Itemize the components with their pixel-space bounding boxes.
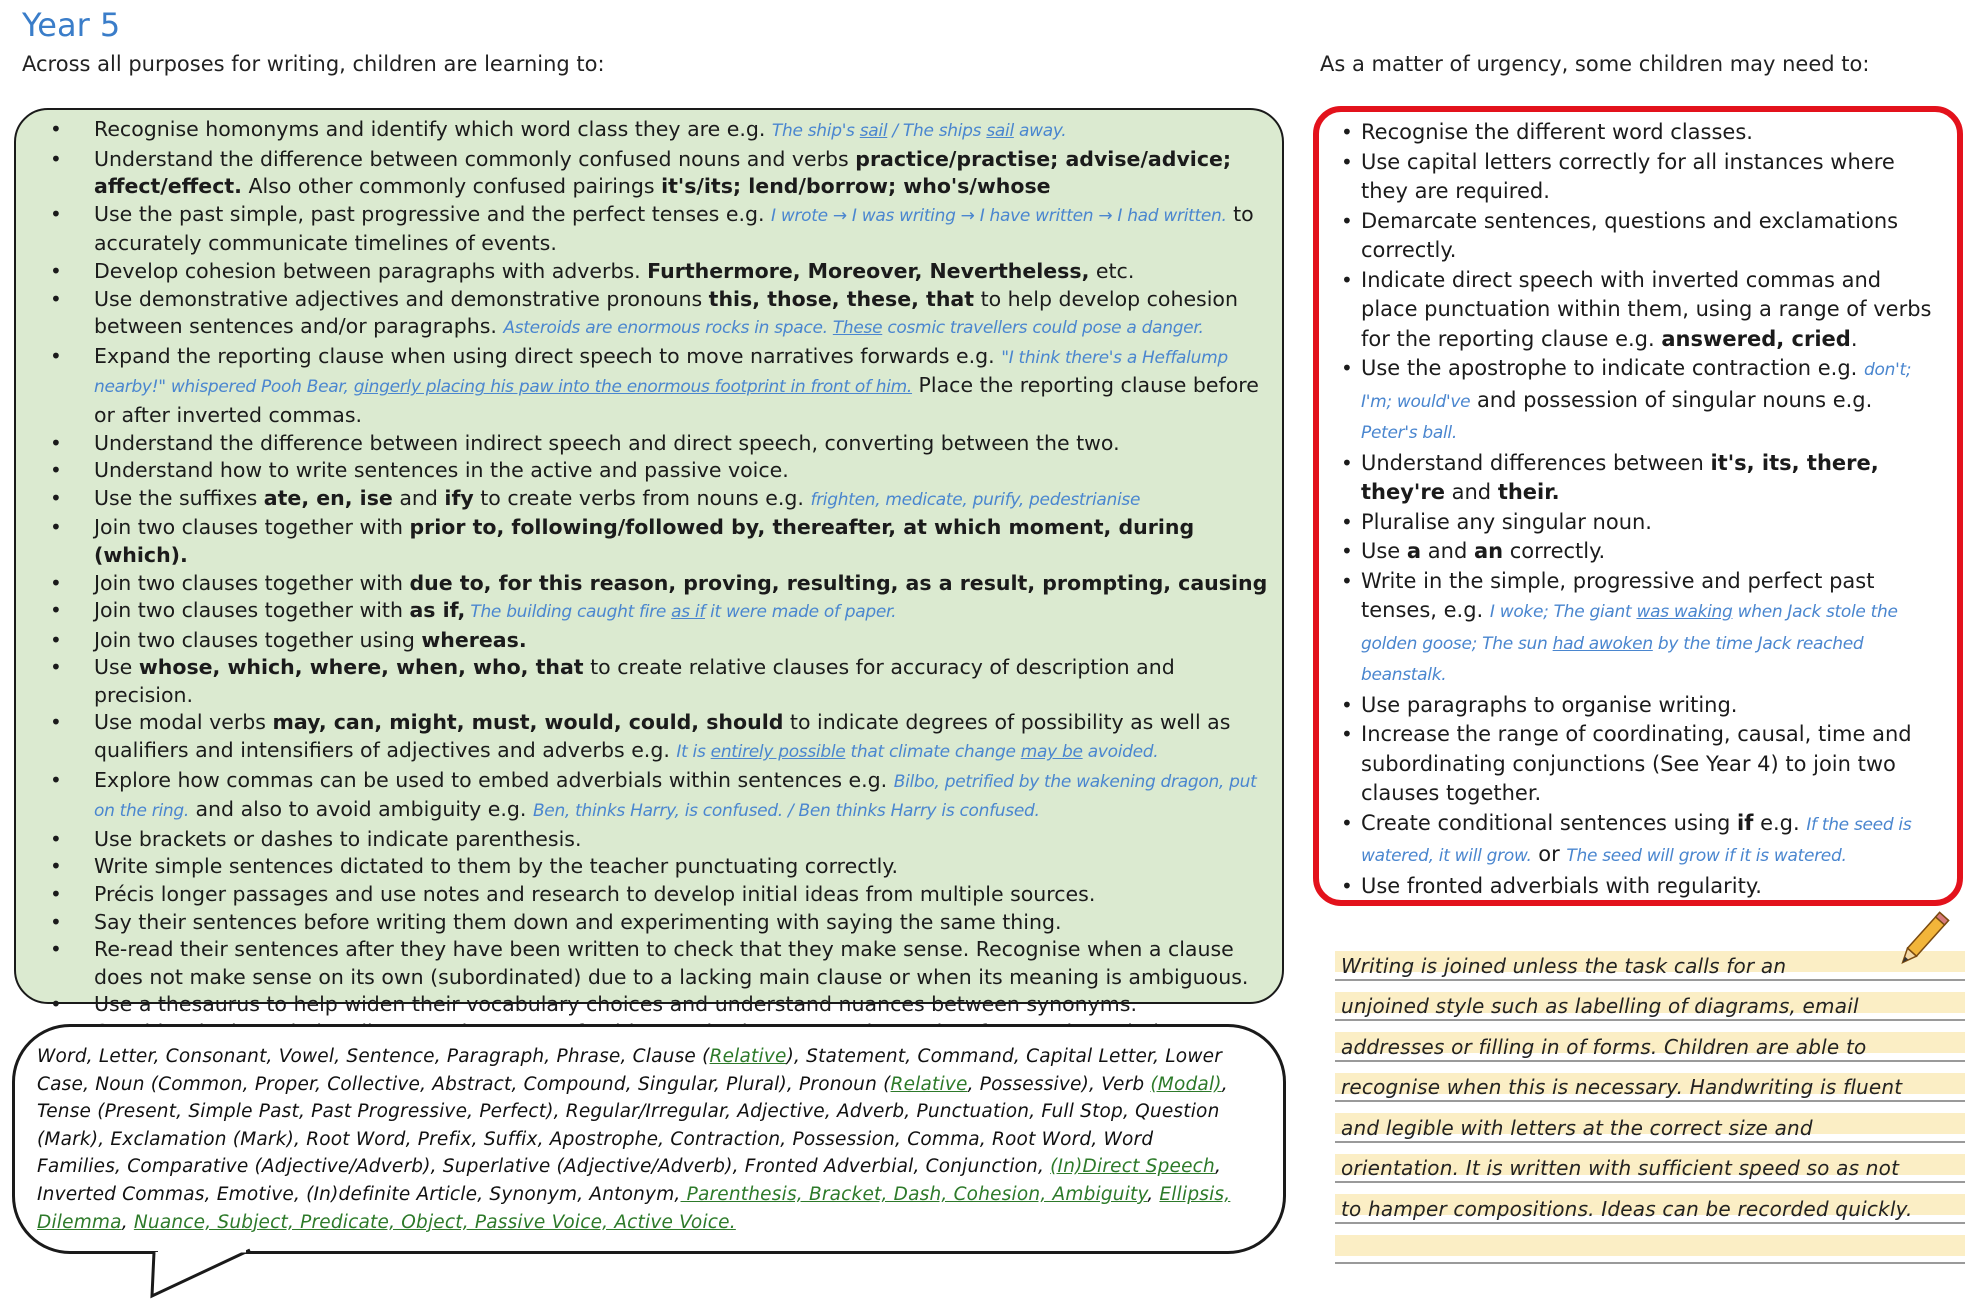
handwriting-text: recognise when this is necessary. Handwriting is fluent (1341, 1075, 1903, 1099)
text-segment: Say their sentences before writing them down and experimenting with saying the same thing. (94, 909, 1062, 934)
handwritten-example: I wrote → I was writing → I have written → I had written. (771, 205, 1227, 226)
handwritten-example: entirely possible (710, 742, 846, 763)
text-segment: Use demonstrative adjectives and demonstrative pronouns (94, 286, 709, 311)
list-item (38, 201, 1272, 258)
text-segment: Use (94, 655, 139, 680)
text-segment: Develop cohesion between paragraphs with adverbs. (94, 258, 648, 283)
text-segment: Understand differences between (1361, 450, 1711, 475)
text-segment: Write in the simple, progressive and perfect past tenses, e.g. (1361, 568, 1875, 622)
list-item (1333, 118, 1933, 148)
handwritten-example: that climate change (845, 742, 1021, 763)
urgent-needs-list (1333, 118, 1933, 901)
list-item (1333, 148, 1933, 207)
list-item (1333, 508, 1933, 538)
learning-objectives-list (38, 116, 1272, 1047)
list-item (1333, 266, 1933, 355)
text-segment: Increase the range of coordinating, causal, time and subordinating conjunctions (See Year 4) to join two clauses together. (1361, 722, 1912, 805)
handwriting-line (1335, 981, 1965, 1022)
handwriting-text: orientation. It is written with sufficient speed so as not (1341, 1156, 1900, 1180)
list-item (38, 258, 1272, 286)
handwriting-line (1335, 940, 1965, 981)
handwriting-lined-paper (1335, 940, 1965, 1260)
handwritten-example: Bilbo, petrified by the wakening dragon, put on the ring. (94, 771, 1257, 822)
text-segment: Use the apostrophe to indicate contraction e.g. (1361, 356, 1864, 380)
list-item (38, 597, 1272, 627)
new-vocabulary-term: Parenthesis, Bracket, Dash, Cohesion, Ambiguity (680, 1183, 1148, 1205)
list-item (38, 767, 1272, 826)
handwritten-example: when Jack stole the golden goose; The sun (1361, 602, 1898, 654)
text-segment: to create verbs from nouns e.g. (473, 485, 811, 510)
text-segment: Demarcate sentences, questions and exclamations correctly. (1361, 208, 1899, 262)
pencil-icon (1892, 906, 1952, 976)
text-segment: Understand the difference between indirect speech and direct speech, converting between the two. (94, 430, 1120, 455)
text-segment: , Tense (Present, Simple Past, Past Progressive, Perfect), Regular/Irregular, Adjective, Adverb, Punctuation, Full Stop, Question (Mark), Exclamation (Mark), Root Word, Prefix, Suffix, Apostrophe, Contraction, Possession, Comma, Root Word, Word Families, Comparative (Adjective/Adverb), Superlative (Adjective/Adverb), Fronted Adverbial, Conjunction, (37, 1073, 1228, 1178)
list-item (38, 991, 1272, 1019)
bold-term: practice/practise; advise/advice; affect/effect. (94, 146, 1232, 199)
text-segment: Indicate direct speech with inverted commas and place punctuation within them, using a range of verbs for the reporting clause e.g. (1361, 267, 1932, 351)
bold-term: it's/its; lend/borrow; who's/whose (661, 174, 1051, 199)
text-segment: Use a thesaurus to help widen their vocabulary choices and understand nuances between synonyms. (94, 992, 1137, 1017)
bold-term: if (1737, 810, 1754, 835)
handwritten-example: had awoken (1552, 633, 1653, 654)
handwritten-example: it were made of paper. (705, 602, 897, 623)
handwritten-example: frighten, medicate, purify, pedestrianise (810, 489, 1141, 510)
handwriting-line (1335, 1062, 1965, 1103)
text-segment: Word, Letter, Consonant, Vowel, Sentence, Paragraph, Phrase, Clause ( (37, 1046, 710, 1067)
handwriting-text: addresses or filling in of forms. Children are able to (1341, 1034, 1867, 1059)
handwriting-line (1335, 1224, 1965, 1265)
list-item (1333, 872, 1933, 902)
handwriting-line (1335, 1021, 1965, 1062)
bold-term: it's, its, there, they're (1361, 450, 1879, 504)
handwritten-example: avoided. (1082, 742, 1159, 763)
text-segment: Use capital letters correctly for all instances where they are required. (1361, 149, 1895, 203)
bold-term: ify (444, 485, 474, 510)
list-item (38, 286, 1272, 343)
text-segment: Explore how commas can be used to embed adverbials within sentences e.g. (94, 767, 894, 792)
list-item (38, 146, 1272, 201)
handwritten-example: as if (671, 602, 706, 623)
handwriting-line (1335, 1102, 1965, 1143)
list-item (38, 430, 1272, 458)
new-vocabulary-term: (Modal) (1150, 1073, 1222, 1095)
text-segment: Join two clauses together with (94, 598, 410, 623)
bold-term: whereas. (421, 627, 527, 652)
text-segment: Use modal verbs (94, 710, 273, 735)
list-item (38, 709, 1272, 766)
right-subheading: As a matter of urgency, some children may need to: (1320, 52, 1870, 76)
vocabulary-text (37, 1043, 1243, 1236)
list-item (38, 514, 1272, 569)
bold-term: answered, cried (1661, 326, 1851, 351)
handwritten-example: / The ships (887, 121, 987, 141)
text-segment: Join two clauses together using (94, 627, 422, 652)
text-segment: ), Statement, Command, Capital Letter, Lower Case, Noun (Common, Proper, Collective, Abstract, Compound, Singular, Plural), Pronoun ( (37, 1046, 1223, 1095)
bold-term: their. (1497, 480, 1560, 504)
text-segment: Understand how to write sentences in the active and passive voice. (94, 458, 789, 483)
text-segment: , Possessive), Verb (967, 1073, 1151, 1095)
text-segment: . (1850, 326, 1858, 351)
text-segment: and (1421, 539, 1474, 563)
list-item (1333, 809, 1933, 872)
list-item (38, 343, 1272, 430)
handwritten-example: away. (1013, 121, 1067, 141)
text-segment: or (1531, 842, 1567, 866)
bold-term: an (1473, 539, 1504, 563)
bold-term: this, those, these, that (708, 286, 975, 311)
handwritten-example: If the seed is watered, it will grow. (1361, 814, 1912, 866)
text-segment: Join two clauses together with (94, 570, 410, 595)
handwriting-text: and legible with letters at the correct size and (1341, 1115, 1813, 1140)
left-subheading: Across all purposes for writing, children are learning to: (22, 52, 605, 76)
text-segment: Place the reporting clause before or after inverted commas. (94, 373, 1259, 427)
speech-bubble-tail (150, 1248, 290, 1300)
bold-term: a (1406, 539, 1422, 563)
text-segment: and (1444, 480, 1498, 504)
handwritten-example: don't; I'm; would've (1361, 360, 1912, 412)
bold-term: due to, for this reason, proving, resulting, as a result, prompting, causing (409, 570, 1268, 595)
list-item (38, 853, 1272, 881)
bold-term: as if, (409, 598, 466, 623)
text-segment: Re-read their sentences after they have been written to check that they make sense. Recognise when a clause does not make sense on its own (subordinated) due to a lacking main clause or when its meaning is ambiguous. (94, 937, 1249, 989)
handwritten-example: gingerly placing his paw into the enormous footprint in front of him. (353, 377, 913, 398)
text-segment: , Inverted Commas, Emotive, (In)definite Article, Synonym, Antonym, (37, 1156, 1222, 1205)
list-item (38, 457, 1272, 485)
handwritten-example: sail (859, 121, 888, 141)
handwritten-example: These (832, 318, 883, 339)
list-item (1333, 449, 1933, 508)
text-segment: Pluralise any singular noun. (1361, 509, 1652, 534)
handwritten-example: The ship's (771, 121, 860, 141)
list-item (1333, 691, 1933, 721)
list-item (38, 116, 1272, 146)
bold-term: ate, en, ise (263, 485, 393, 510)
text-segment: Expand the reporting clause when using direct speech to move narratives forwards e.g. (94, 343, 1002, 368)
list-item (38, 826, 1272, 854)
text-segment: Also other commonly confused pairings (241, 174, 662, 199)
page-title: Year 5 (22, 6, 121, 44)
text-segment: Use the past simple, past progressive and the perfect tenses e.g. (94, 201, 772, 226)
handwritten-example: Ben, thinks Harry, is confused. / Ben thinks Harry is confused. (532, 801, 1040, 822)
text-segment: Recognise the different word classes. (1361, 120, 1753, 144)
bold-term: prior to, following/followed by, thereafter, at which moment, during (which). (94, 515, 1195, 567)
list-item (38, 936, 1272, 991)
handwritten-example: cosmic travellers could pose a danger. (882, 318, 1204, 339)
new-vocabulary-term: Relative (709, 1046, 787, 1067)
handwritten-example: Asteroids are enormous rocks in space. (503, 318, 833, 339)
list-item (38, 881, 1272, 909)
list-item (38, 654, 1272, 709)
text-segment: to accurately communicate timelines of events. (94, 201, 1254, 256)
handwriting-line (1335, 1143, 1965, 1184)
list-item (38, 570, 1272, 598)
text-segment: Use paragraphs to organise writing. (1361, 692, 1738, 717)
text-segment: Write simple sentences dictated to them by the teacher punctuating correctly. (94, 854, 898, 879)
text-segment: Use fronted adverbials with regularity. (1361, 873, 1762, 898)
text-segment: , (1147, 1183, 1160, 1205)
text-segment: Create conditional sentences using (1361, 810, 1738, 835)
text-segment: Use brackets or dashes to indicate parenthesis. (94, 826, 582, 851)
list-item (38, 909, 1272, 937)
text-segment: Précis longer passages and use notes and research to develop initial ideas from multiple sources. (94, 882, 1096, 907)
text-segment: Use (1361, 539, 1407, 563)
new-vocabulary-term: Relative (890, 1073, 968, 1095)
list-item (1333, 567, 1933, 691)
list-item (1333, 537, 1933, 567)
list-item (1333, 720, 1933, 809)
bold-term: may, can, might, must, would, could, should (272, 710, 784, 735)
bold-term: whose, which, where, when, who, that (138, 655, 584, 680)
list-item (1333, 354, 1933, 449)
text-segment: to create relative clauses for accuracy of description and precision. (94, 655, 1175, 707)
urgent-needs-panel (1313, 106, 1963, 906)
text-segment: Join two clauses together with (94, 515, 410, 540)
text-segment: Understand the difference between commonly confused nouns and verbs (94, 146, 856, 171)
text-segment: Use the suffixes (94, 485, 264, 510)
handwriting-text: to hamper compositions. Ideas can be recorded quickly. (1341, 1196, 1913, 1221)
list-item (1333, 207, 1933, 266)
text-segment: etc. (1089, 258, 1135, 283)
handwriting-line (1335, 1183, 1965, 1224)
handwritten-example: was waking (1636, 602, 1733, 622)
handwritten-example: It is (676, 742, 711, 763)
text-segment: Recognise homonyms and identify which word class they are e.g. (94, 117, 772, 141)
list-item (38, 627, 1272, 655)
text-segment: to indicate degrees of possibility as well as qualifiers and intensifiers of adjectives and adverbs e.g. (94, 710, 1231, 763)
handwritten-example: The seed will grow if it is watered. (1566, 846, 1847, 866)
new-vocabulary-term: Nuance, Subject, Predicate, Object, Passive Voice, Active Voice. (133, 1211, 736, 1233)
learning-objectives-panel (14, 108, 1284, 1017)
handwritten-example: "I think there's a Heffalump nearby!" whispered Pooh Bear, (94, 347, 1228, 398)
text-segment: and (392, 485, 445, 510)
handwritten-example: sail (986, 121, 1014, 141)
handwritten-example: by the time Jack reached beanstalk. (1361, 633, 1864, 685)
handwritten-example: The building caught fire (465, 602, 672, 623)
text-segment: , (121, 1211, 134, 1233)
text-segment: correctly. (1503, 539, 1606, 563)
handwriting-text: Writing is joined unless the task calls for an (1341, 953, 1787, 978)
handwriting-text: unjoined style such as labelling of diagrams, email (1341, 994, 1859, 1018)
new-vocabulary-term: (In)Direct Speech (1050, 1156, 1215, 1178)
text-segment: and possession of singular nouns e.g. (1470, 387, 1873, 412)
handwritten-example: I woke; The giant (1489, 602, 1637, 622)
new-vocabulary-term: Ellipsis, Dilemma (37, 1183, 1231, 1233)
bold-term: Furthermore, Moreover, Nevertheless, (647, 258, 1090, 283)
vocabulary-speech-bubble (12, 1024, 1286, 1254)
handwritten-example: Peter's ball. (1361, 423, 1457, 443)
list-item (38, 485, 1272, 515)
handwritten-example: may be (1020, 742, 1083, 763)
text-segment: to help develop cohesion between sentences and/or paragraphs. (94, 286, 1238, 339)
text-segment: and also to avoid ambiguity e.g. (188, 797, 533, 822)
text-segment: e.g. (1753, 810, 1807, 835)
